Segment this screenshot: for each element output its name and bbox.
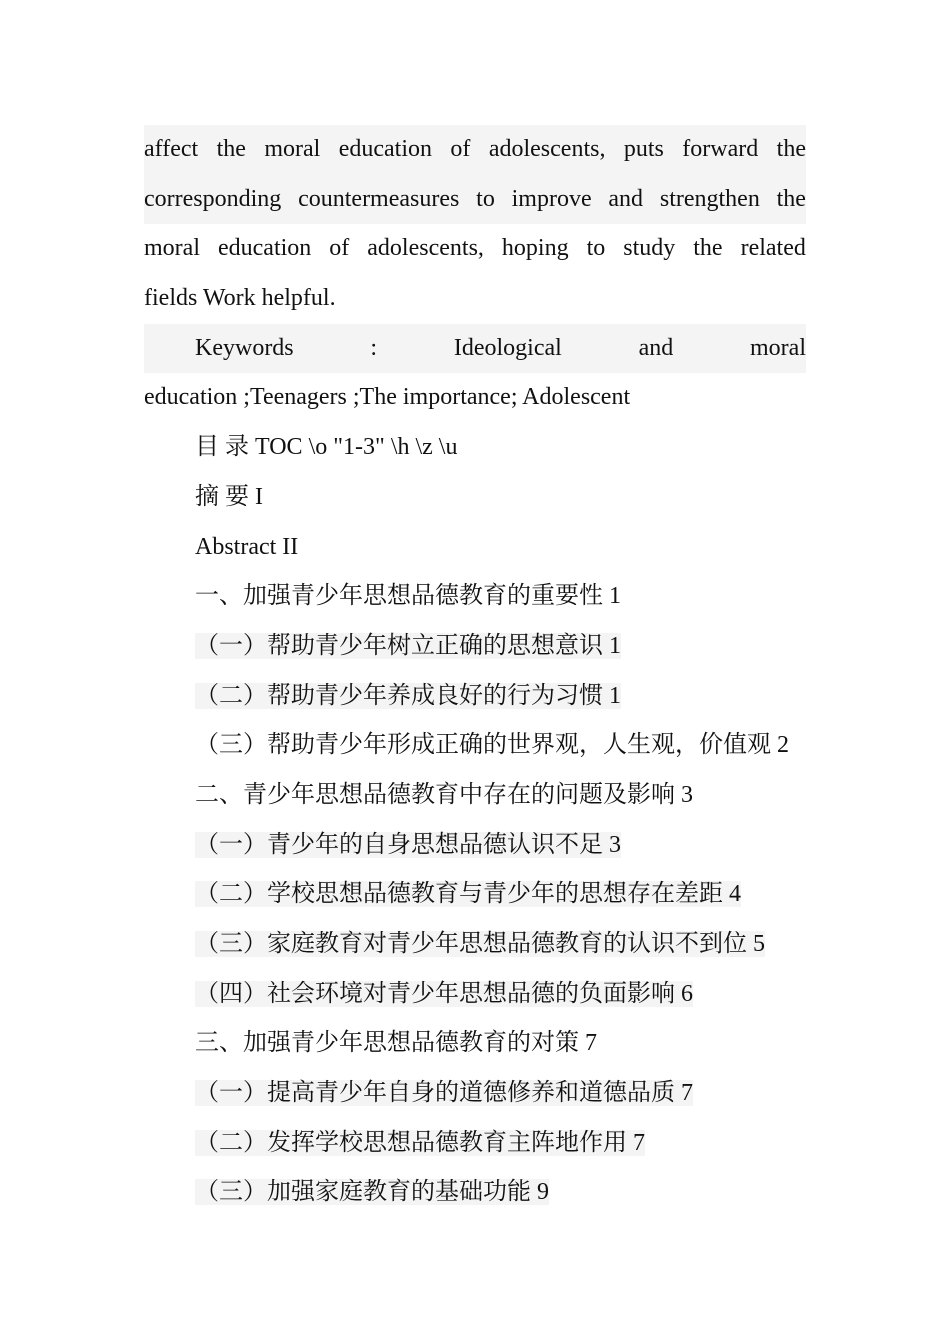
word: moral [750, 334, 806, 361]
word: affect [144, 136, 199, 162]
toc-entry[interactable] [144, 672, 806, 722]
page-content [144, 125, 806, 1218]
word: the [216, 136, 246, 162]
abstract-line-2 [144, 175, 806, 225]
toc-entry-text: （一）提高青少年自身的道德修养和道德品质 7 [195, 1080, 693, 1107]
toc-entry[interactable]: 二、青少年思想品德教育中存在的问题及影响 3 [195, 781, 693, 808]
word: countermeasures [298, 185, 460, 212]
toc-entry[interactable] [144, 970, 806, 1020]
word: corresponding [144, 185, 282, 212]
word: strengthen [659, 185, 760, 212]
keywords-label: Keywords [195, 334, 294, 361]
keywords-colon: : [370, 334, 378, 361]
word: and [608, 185, 644, 212]
toc-entry[interactable] [144, 821, 806, 871]
keywords-line-1 [144, 324, 806, 374]
word: to [586, 235, 606, 262]
word: the [693, 235, 723, 262]
toc-entry-text: （二）发挥学校思想品德教育主阵地作用 7 [195, 1129, 645, 1156]
word: of [450, 136, 471, 162]
word: forward [682, 136, 759, 162]
toc-entry-text: （三）加强家庭教育的基础功能 9 [195, 1179, 549, 1206]
word: adolescents, [488, 136, 606, 162]
toc-entry[interactable]: 三、加强青少年思想品德教育的对策 7 [195, 1030, 597, 1057]
toc-entry[interactable] [144, 870, 806, 920]
toc-entry-text: （三）家庭教育对青少年思想品德教育的认识不到位 5 [195, 931, 765, 957]
word: puts [623, 136, 664, 162]
toc-entry-text: （二）学校思想品德教育与青少年的思想存在差距 4 [195, 881, 741, 908]
toc-entry[interactable] [144, 920, 806, 970]
toc-entry-text: （二）帮助青少年养成良好的行为习惯 1 [195, 682, 621, 709]
toc-entry[interactable] [144, 1119, 806, 1169]
toc-entry[interactable]: （三）帮助青少年形成正确的世界观，人生观，价值观 2 [195, 732, 789, 759]
keywords-line-2: education ;Teenagers ;The importance; Adolescent [144, 384, 631, 411]
word: study [623, 235, 676, 262]
toc-entry-text: （四）社会环境对青少年思想品德的负面影响 6 [195, 980, 693, 1007]
word: the [776, 136, 806, 162]
word: improve [511, 185, 592, 212]
word: hoping [501, 235, 569, 262]
word: to [476, 185, 495, 212]
word: the [776, 185, 806, 212]
abstract-line-3 [144, 224, 806, 274]
toc-entry[interactable]: 摘 要 I [195, 483, 263, 510]
toc-entry-text: （一）青少年的自身思想品德认识不足 3 [195, 831, 621, 858]
word: education [217, 235, 312, 262]
toc-entry[interactable] [144, 1168, 806, 1218]
word: and [638, 334, 674, 361]
word: related [740, 235, 806, 262]
toc-entry-text: （一）帮助青少年树立正确的思想意识 1 [195, 632, 621, 659]
word: of [329, 235, 350, 262]
abstract-line-1 [144, 125, 806, 175]
word: Ideological [453, 334, 562, 361]
word: education [338, 136, 433, 162]
toc-entry[interactable] [144, 1069, 806, 1119]
word: moral [264, 136, 321, 162]
word: adolescents, [367, 235, 484, 262]
toc-heading: 目 录 TOC \o "1-3" \h \z \u [195, 434, 458, 461]
word: moral [144, 235, 200, 262]
abstract-last-line: fields Work helpful. [144, 285, 336, 312]
toc-entry[interactable]: Abstract II [195, 533, 299, 560]
toc-entry[interactable]: 一、加强青少年思想品德教育的重要性 1 [195, 583, 621, 610]
toc-entry[interactable] [144, 622, 806, 672]
